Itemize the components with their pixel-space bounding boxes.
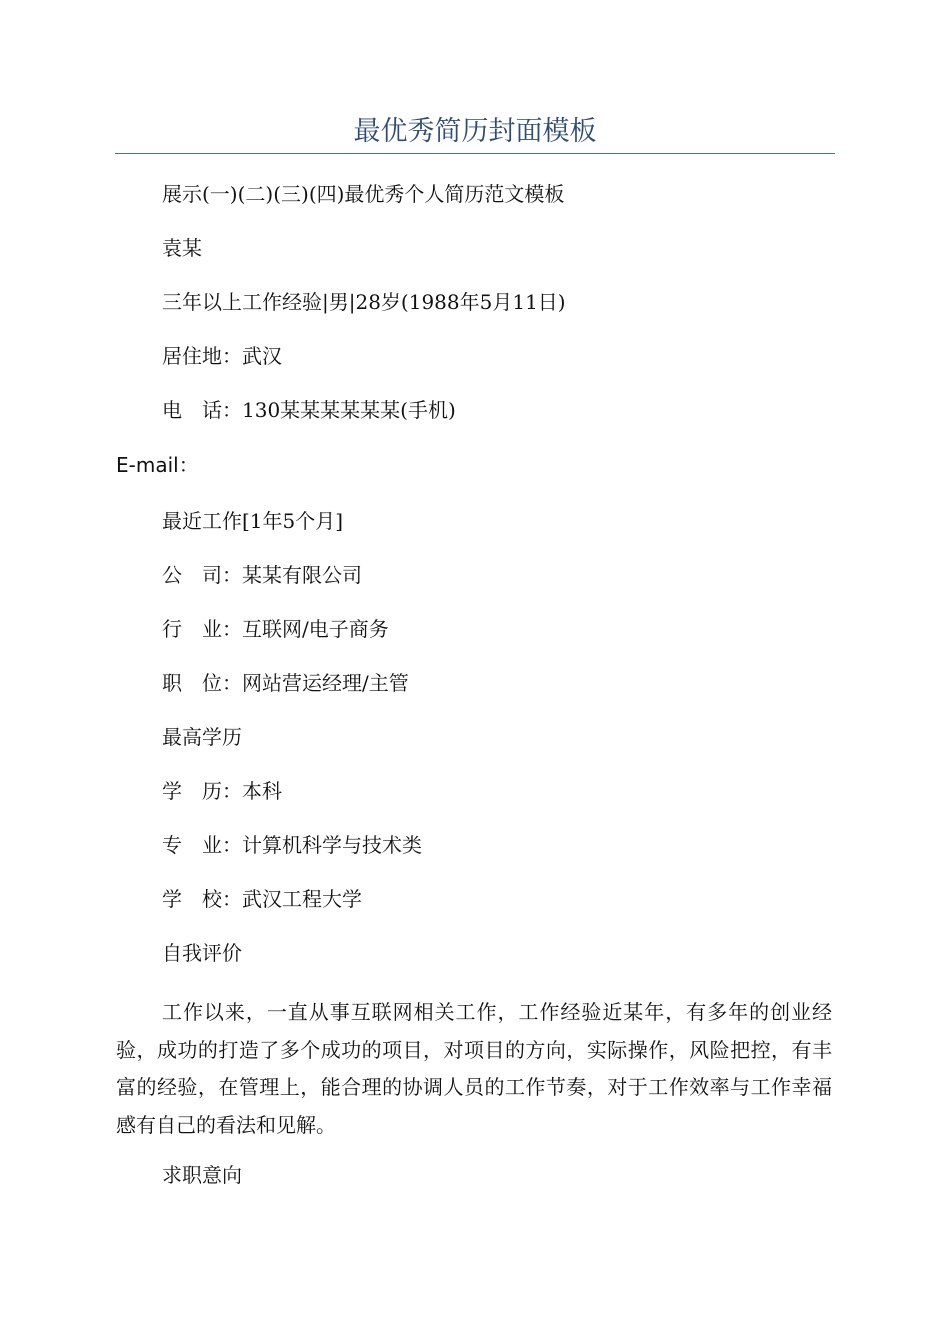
company-line: 公 司：某某有限公司 <box>162 563 362 587</box>
school-line: 学 校：武汉工程大学 <box>162 887 362 911</box>
self-evaluation-paragraph: 工作以来，一直从事互联网相关工作，工作经验近某年，有多年的创业经验，成功的打造了多个成功的项目，对项目的方向，实际操作，风险把控，有丰富的经验，在管理上，能合理的协调人员的工作节奏，对于工作效率与工作幸福感有自己的看法和见解。 <box>116 1000 832 1137</box>
self-evaluation-heading: 自我评价 <box>162 941 242 965</box>
residence-line: 居住地：武汉 <box>162 344 282 368</box>
job-intention-heading: 求职意向 <box>162 1163 242 1187</box>
document-title: 最优秀简历封面模板 <box>353 116 597 147</box>
title-underline <box>115 153 835 154</box>
recent-work-heading: 最近工作[1年5个月] <box>162 509 344 533</box>
email-line: E-mail： <box>116 453 199 477</box>
major-line: 专 业：计算机科学与技术类 <box>162 833 422 857</box>
phone-line: 电 话：130某某某某某某(手机) <box>162 398 456 422</box>
industry-line: 行 业：互联网/电子商务 <box>162 617 389 641</box>
position-line: 职 位：网站营运经理/主管 <box>162 671 409 695</box>
experience-line: 三年以上工作经验|男|28岁(1988年5月11日) <box>162 290 566 314</box>
intro-line: 展示(一)(二)(三)(四)最优秀个人简历范文模板 <box>162 182 565 206</box>
name-line: 袁某 <box>162 236 202 260</box>
education-heading: 最高学历 <box>162 725 242 749</box>
degree-line: 学 历：本科 <box>162 779 282 803</box>
